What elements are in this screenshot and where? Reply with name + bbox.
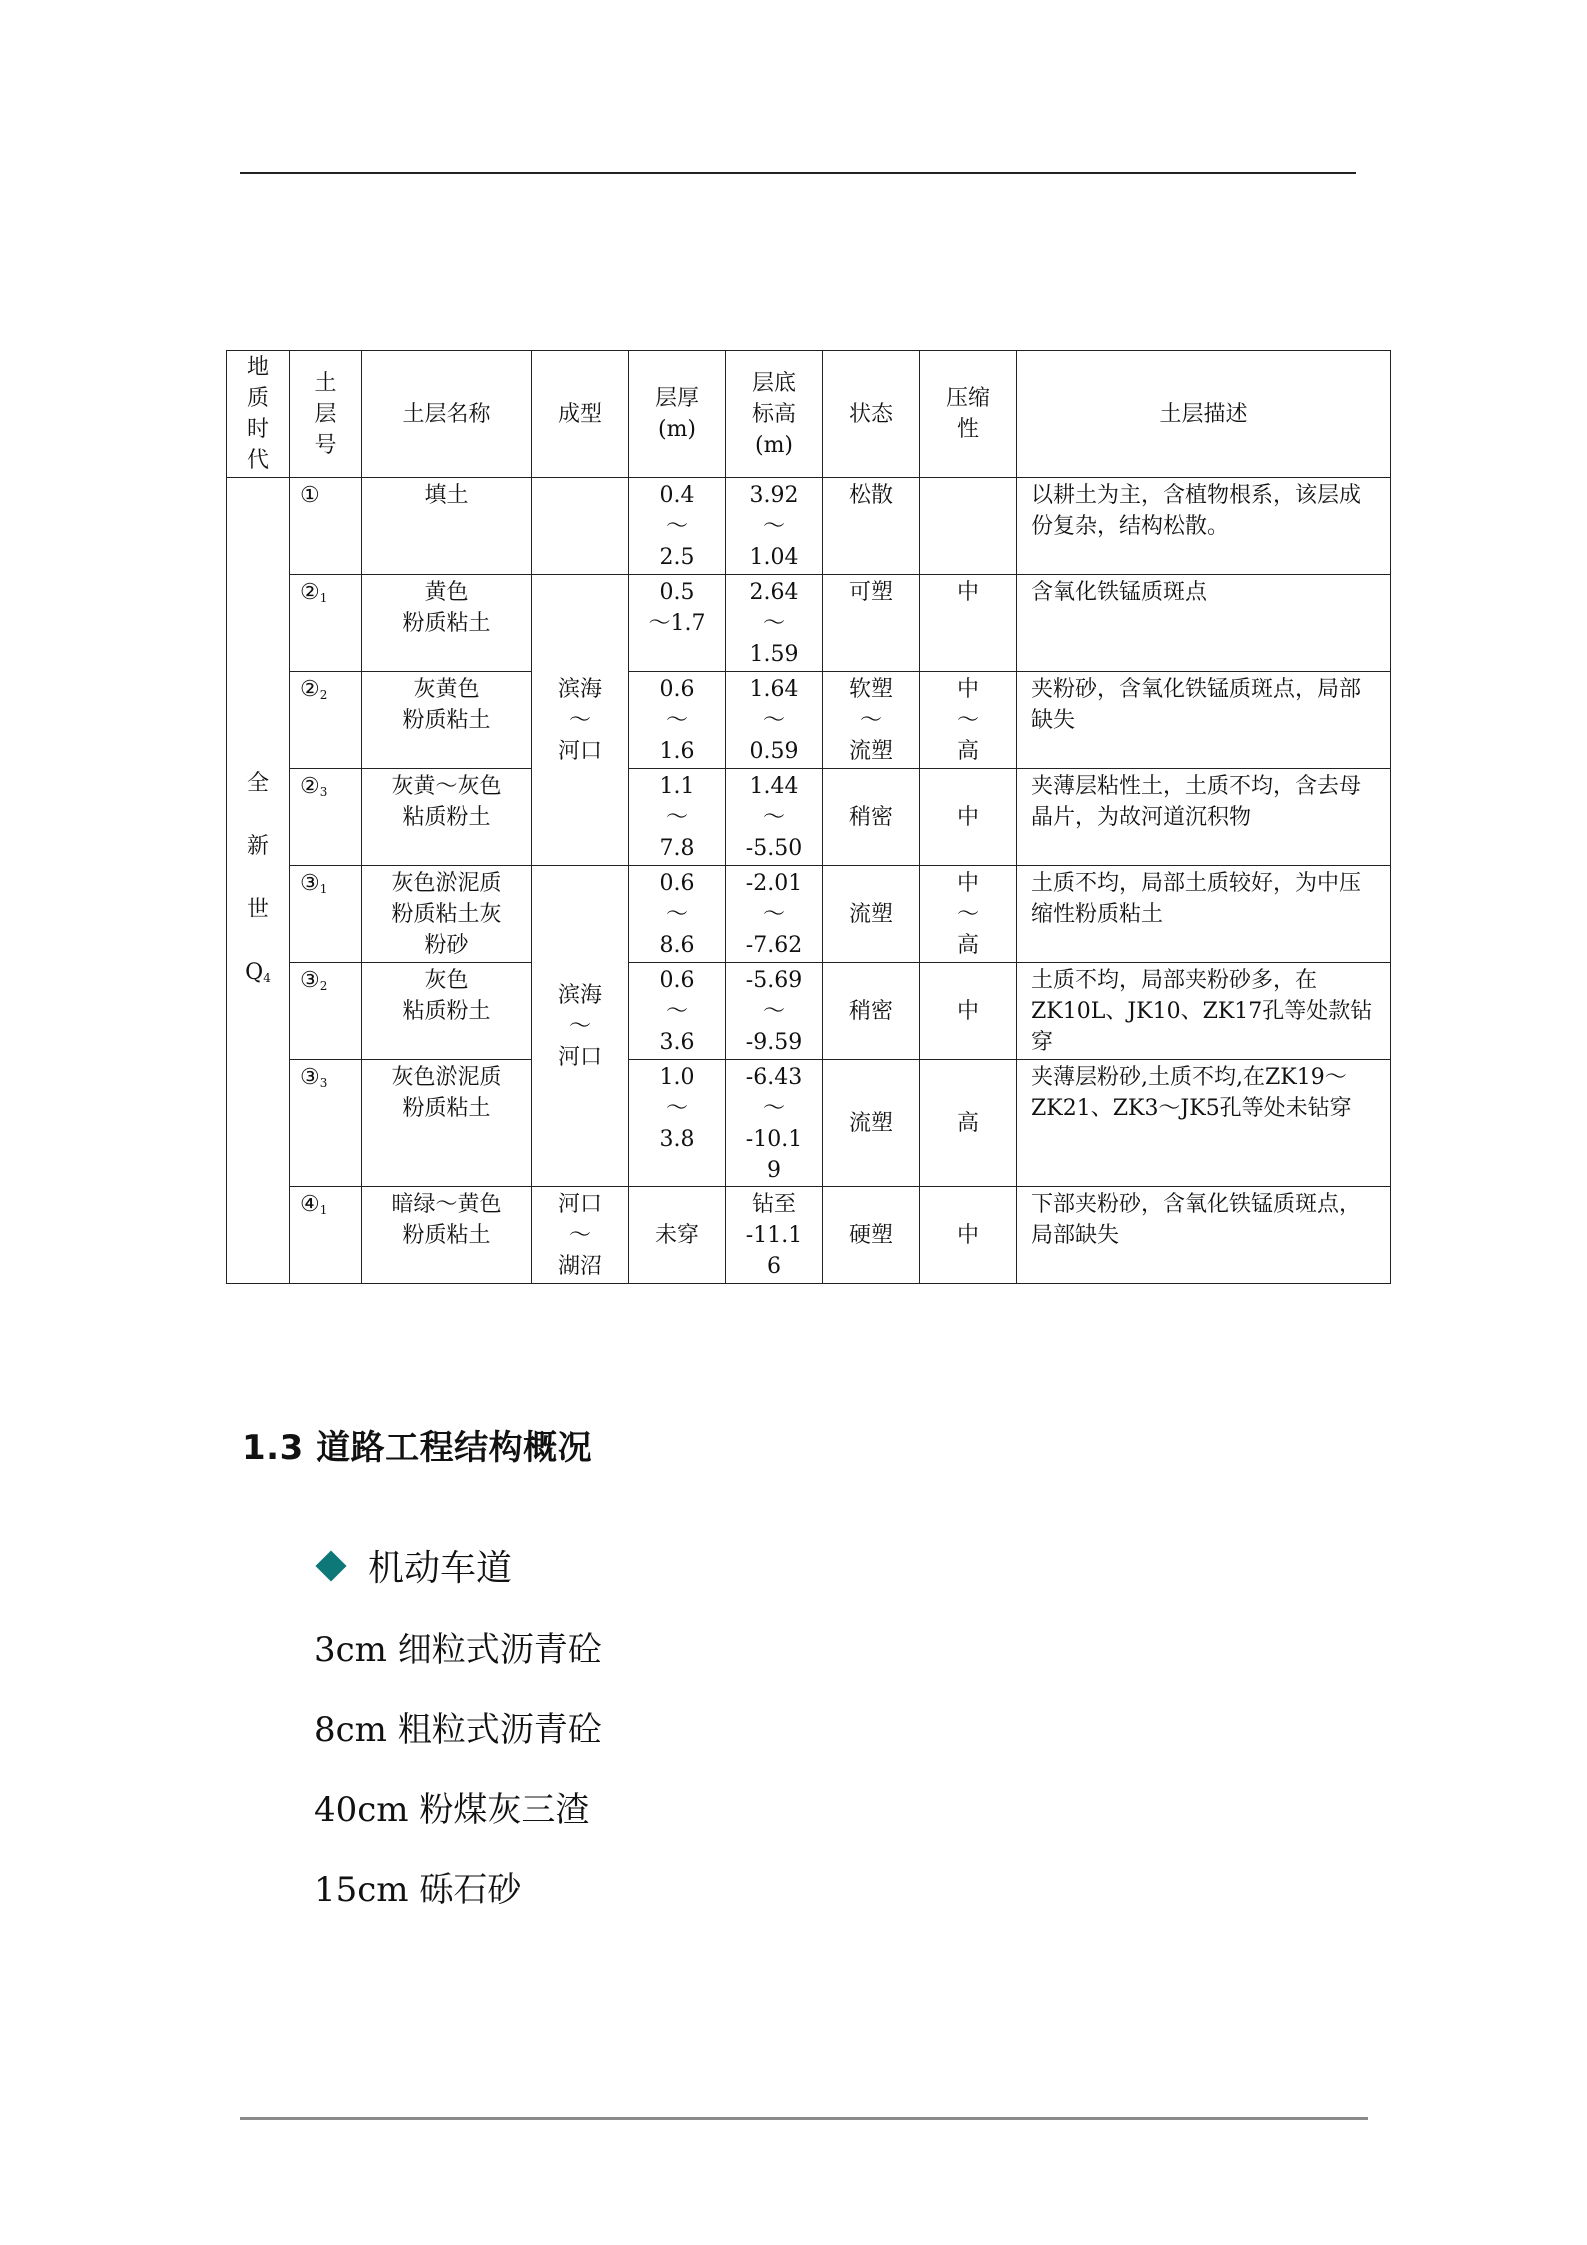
era-char: 全 [246,770,269,796]
cell-line: 2.64 [749,580,799,605]
thickness-cell [629,478,726,575]
code-symbol: ② [300,580,320,605]
era-char: 新 [246,833,269,859]
layer-name [362,963,532,1060]
cell-line: ～ [665,514,688,539]
code-subscript: 1 [319,882,328,896]
cell-line: 黄色 [424,580,469,605]
layer-name [362,478,532,575]
description-cell: 夹薄层粘性土，土质不均，含去母晶片，为故河道沉积物 [1017,769,1391,866]
cell-line: 粉质粘土灰 [391,902,502,927]
state-cell [823,963,920,1060]
cell-line: ～ [956,708,979,733]
cell-line: 粉质粘土 [402,1096,491,1121]
cell-line: -7.62 [745,933,803,958]
cell-line: 0.4 [659,483,695,508]
cell-line: 粘质粉土 [402,999,491,1024]
code-symbol: ③ [300,871,320,896]
layer-name [362,866,532,963]
cell-line: 灰黄色 [413,677,480,702]
cell-line: 暗绿～黄色 [391,1192,502,1217]
cell-line: 1.1 [659,774,695,799]
cell-line: 7.8 [659,836,695,861]
cell-line: 中 [956,804,979,830]
cell-line: 灰色 [424,968,469,993]
table-row [227,1187,1391,1284]
cell-line: 可塑 [848,580,893,605]
cell-line: 粉质粘土 [402,1223,491,1248]
compressibility-cell [920,672,1017,769]
era-cell [227,478,290,1284]
cell-line: -2.01 [745,871,803,896]
compressibility-cell [920,1060,1017,1187]
code-subscript: 1 [319,1203,328,1217]
table-row [227,478,1391,575]
cell-line: -10.1 [745,1127,803,1152]
genesis-cell [532,1187,629,1284]
cell-line: 1.0 [659,1065,695,1090]
cell-line: ～ [568,707,591,733]
code-subscript: 2 [319,979,328,993]
cell-line: 1.6 [659,739,695,764]
cell-line: 粉质粘土 [402,611,491,636]
cell-line: 3.6 [659,1030,695,1055]
cell-line: 3.92 [749,483,799,508]
cell-line: -11.1 [745,1223,803,1248]
header-compressibility: 压缩 性 [920,351,1017,478]
layer-name [362,1060,532,1187]
cell-line: 稍密 [848,804,893,830]
cell-line: 粉质粘土 [402,708,491,733]
layer-code [290,1187,362,1284]
cell-line: 2.5 [659,545,695,570]
code-symbol: ① [300,483,320,508]
cell-line: 灰色淤泥质 [391,871,502,896]
thickness-cell [629,672,726,769]
cell-line: 流塑 [848,1110,893,1136]
section-heading: 1.3 道路工程结构概况 [242,1428,593,1468]
cell-line: ～ [568,1013,591,1039]
state-cell [823,478,920,575]
code-symbol: ② [300,677,320,702]
header-thickness: 层厚 (m) [629,351,726,478]
cell-line: 河口 [557,738,602,764]
cell-line: 流塑 [848,739,893,764]
compressibility-cell [920,478,1017,575]
cell-line: ～ [568,1222,591,1248]
cell-line: ～ [762,1096,785,1121]
layer-code [290,866,362,963]
cell-line: ～ [762,902,785,927]
pavement-layer: 3cm 细粒式沥青砼 [314,1630,602,1670]
pavement-layer: 40cm 粉煤灰三渣 [314,1790,590,1830]
bottom-elevation-cell [726,1187,823,1284]
table-row [227,769,1391,866]
cell-line: ～ [762,611,785,636]
cell-line: 稍密 [848,998,893,1024]
cell-line: 0.5 [659,580,695,605]
header-state: 状态 [823,351,920,478]
code-symbol: ④ [300,1192,320,1217]
cell-line: 硬塑 [848,1222,893,1248]
cell-line: 1.64 [749,677,799,702]
compressibility-cell [920,1187,1017,1284]
bottom-elevation-cell [726,866,823,963]
cell-line: 中 [956,871,979,896]
bottom-elevation-cell [726,672,823,769]
cell-line: 中 [956,677,979,702]
state-cell [823,866,920,963]
cell-line: 0.6 [659,871,695,896]
cell-line: 未穿 [654,1222,699,1248]
cell-line: 6 [767,1254,781,1279]
header-rule [240,172,1356,174]
cell-line: 1.59 [749,642,799,667]
cell-line: ～ [665,1096,688,1121]
cell-line: ～ [762,999,785,1024]
table-header-row [227,351,1391,478]
cell-line: ～ [762,805,785,830]
footer-rule [240,2117,1368,2120]
state-cell [823,1060,920,1187]
code-symbol: ③ [300,1065,320,1090]
layer-code [290,672,362,769]
cell-line: 滨海 [557,676,602,702]
cell-line: 中 [956,1222,979,1248]
header-bottom-elevation: 层底 标高 (m) [726,351,823,478]
cell-line: 湖沼 [557,1253,602,1279]
cell-line: 1.04 [749,545,799,570]
cell-line: 粘质粉土 [402,805,491,830]
description-cell: 夹薄层粉砂,土质不均,在ZK19～ZK21、ZK3～JK5孔等处未钻穿 [1017,1060,1391,1187]
table-row [227,672,1391,769]
bottom-elevation-cell [726,963,823,1060]
code-subscript: 3 [319,1076,328,1090]
cell-line: 滨海 [557,982,602,1008]
cell-line: 0.6 [659,677,695,702]
table-row [227,1060,1391,1187]
thickness-cell [629,866,726,963]
pavement-layer: 15cm 砾石砂 [314,1870,522,1910]
layer-code [290,963,362,1060]
code-subscript: 2 [319,688,328,702]
layer-name [362,769,532,866]
cell-line: 灰色淤泥质 [391,1065,502,1090]
cell-line: -5.50 [745,836,803,861]
bottom-elevation-cell [726,575,823,672]
cell-line: ～1.7 [648,611,706,636]
description-cell: 土质不均，局部土质较好，为中压缩性粉质粘土 [1017,866,1391,963]
cell-line: ～ [665,999,688,1024]
bottom-elevation-cell [726,478,823,575]
bullet-item [316,1540,512,1591]
header-description: 土层描述 [1017,351,1391,478]
cell-line: 河口 [557,1191,602,1217]
genesis-cell [532,866,629,1187]
code-subscript: 1 [319,591,328,605]
state-cell [823,769,920,866]
cell-line: 0.59 [749,739,799,764]
header-code: 土层号 [290,351,362,478]
description-cell: 土质不均，局部夹粉砂多，在ZK10L、JK10、ZK17孔等处款钻穿 [1017,963,1391,1060]
code-subscript: 3 [319,785,328,799]
cell-line: ～ [956,902,979,927]
description-cell: 含氧化铁锰质斑点 [1017,575,1391,672]
header-era: 地质时代 [227,351,290,478]
layer-name [362,575,532,672]
table-row [227,575,1391,672]
cell-line: 中 [956,998,979,1024]
cell-line: 0.6 [659,968,695,993]
thickness-cell [629,769,726,866]
cell-line: 填土 [424,483,469,508]
state-cell [823,672,920,769]
cell-line: 8.6 [659,933,695,958]
cell-line: 高 [956,933,979,958]
cell-line: 灰黄～灰色 [391,774,502,799]
compressibility-cell [920,575,1017,672]
compressibility-cell [920,769,1017,866]
layer-code [290,575,362,672]
cell-line: 钻至 [751,1192,796,1217]
cell-line: ～ [859,708,882,733]
bullet-label: 机动车道 [368,1548,513,1589]
cell-line: -6.43 [745,1065,803,1090]
cell-line: ～ [665,708,688,733]
thickness-cell [629,575,726,672]
cell-line: 3.8 [659,1127,695,1152]
table-row [227,866,1391,963]
code-symbol: ③ [300,968,320,993]
bottom-elevation-cell [726,769,823,866]
header-name: 土层名称 [362,351,532,478]
layer-code [290,1060,362,1187]
cell-line: 流塑 [848,901,893,927]
state-cell [823,575,920,672]
cell-line: 松散 [848,483,893,508]
thickness-cell [629,1187,726,1284]
cell-line: 9 [767,1158,781,1183]
header-genesis: 成型 [532,351,629,478]
genesis-cell [532,478,629,575]
pavement-layer: 8cm 粗粒式沥青砼 [314,1710,602,1750]
description-cell: 下部夹粉砂，含氧化铁锰质斑点，局部缺失 [1017,1187,1391,1284]
layer-name [362,672,532,769]
cell-line: ～ [665,805,688,830]
thickness-cell [629,963,726,1060]
cell-line: ～ [762,514,785,539]
compressibility-cell [920,963,1017,1060]
description-cell: 以耕土为主，含植物根系，该层成份复杂，结构松散。 [1017,478,1391,575]
cell-line: 粉砂 [424,933,469,958]
cell-line: 1.44 [749,774,799,799]
cell-line: -5.69 [745,968,803,993]
cell-line: 高 [956,739,979,764]
compressibility-cell [920,866,1017,963]
layer-code [290,769,362,866]
cell-line: 河口 [557,1044,602,1070]
layer-code [290,478,362,575]
code-symbol: ② [300,774,320,799]
bottom-elevation-cell [726,1060,823,1187]
diamond-bullet-icon [315,1550,346,1581]
cell-line: 中 [956,580,979,605]
description-cell: 夹粉砂，含氧化铁锰质斑点，局部缺失 [1017,672,1391,769]
cell-line: ～ [665,902,688,927]
thickness-cell [629,1060,726,1187]
genesis-cell [532,575,629,866]
table-row [227,963,1391,1060]
soil-layer-table [226,350,1391,1284]
cell-line: ～ [762,708,785,733]
cell-line: -9.59 [745,1030,803,1055]
layer-name [362,1187,532,1284]
era-char: $Q_4$ [245,959,271,985]
cell-line: 高 [956,1110,979,1136]
cell-line: 软塑 [848,677,893,702]
state-cell [823,1187,920,1284]
era-char: 世 [246,896,269,922]
